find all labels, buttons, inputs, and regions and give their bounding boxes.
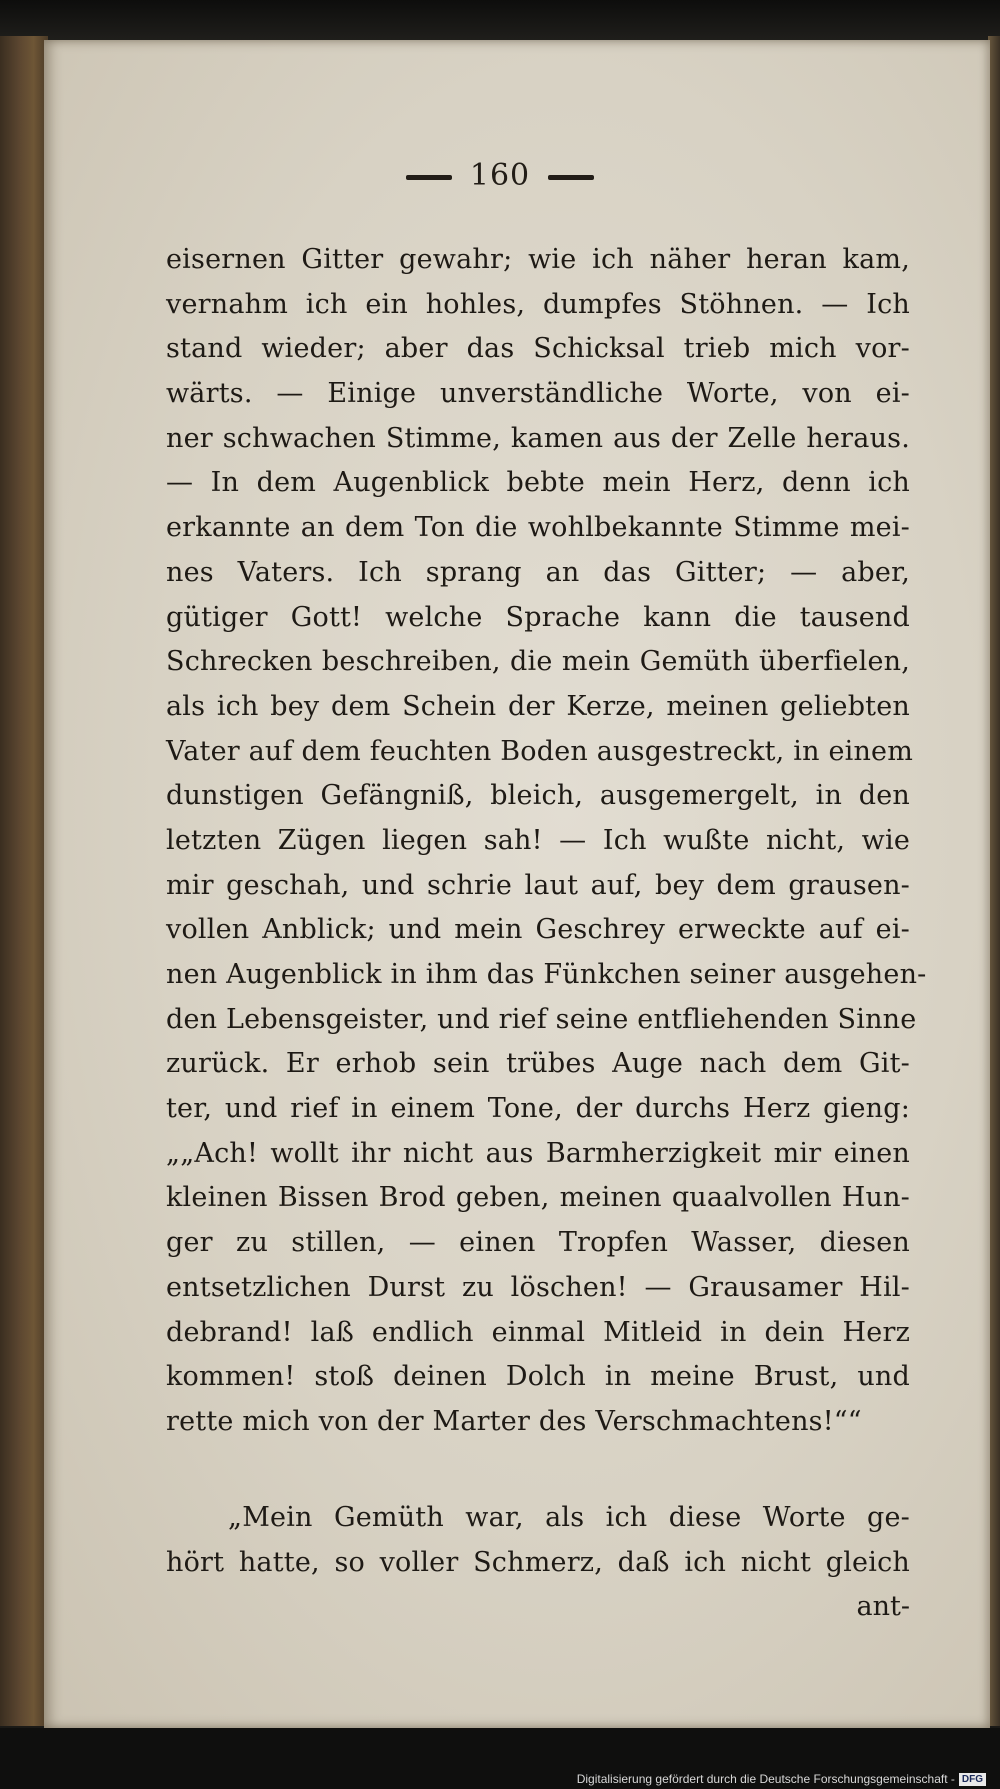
text-line: rette mich von der Marter des Verschmachtens!““ (166, 1405, 862, 1437)
text-line: hört hatte, so voller Schmerz, daß ich nicht gleich (166, 1546, 910, 1578)
text-line: letzten Zügen liegen sah! — Ich wußte nicht, wie (166, 824, 910, 856)
text-line: zurück. Er erhob sein trübes Auge nach dem Git- (166, 1048, 910, 1080)
page-header (0, 158, 1000, 198)
text-line: vernahm ich ein hohles, dumpfes Stöhnen. — Ich (166, 288, 910, 320)
text-line: mir geschah, und schrie laut auf, bey dem grausen- (166, 869, 910, 901)
catchword: ant- (856, 1591, 910, 1623)
main-paragraph (166, 238, 927, 1445)
text-line: gütiger Gott! welche Sprache kann die tausend (166, 601, 910, 633)
text-line: als ich bey dem Schein der Kerze, meinen geliebten (166, 690, 910, 722)
digitization-credit (577, 1771, 986, 1787)
header-dash-left (406, 175, 452, 180)
text-line: eisernen Gitter gewahr; wie ich näher heran kam, (166, 244, 910, 275)
text-line: ter, und rief in einem Tone, der durchs Herz gieng: (166, 1093, 910, 1125)
second-paragraph (166, 1496, 910, 1630)
text-line: nes Vaters. Ich sprang an das Gitter; — aber, (166, 556, 910, 588)
page-number: 160 (469, 158, 531, 193)
text-line: stand wieder; aber das Schicksal trieb mich vor- (166, 333, 910, 365)
book-cover-edge-left (0, 36, 48, 1726)
text-line: nen Augenblick in ihm das Fünkchen seiner ausgehen- (166, 959, 927, 990)
text-line: Schrecken beschreiben, die mein Gemüth überfielen, (166, 646, 910, 678)
scanner-top-edge (0, 0, 1000, 40)
header-dash-right (548, 175, 594, 180)
text-line: wärts. — Einige unverständliche Worte, von ei- (166, 378, 910, 410)
text-line: entsetzlichen Durst zu löschen! — Grausamer Hil- (166, 1271, 910, 1303)
text-line: kleinen Bissen Brod geben, meinen quaalvollen Hun- (166, 1182, 910, 1214)
text-line: kommen! stoß deinen Dolch in meine Brust, und (166, 1361, 910, 1393)
text-line: „„Ach! wollt ihr nicht aus Barmherzigkeit mir einen (166, 1137, 910, 1169)
text-line: — In dem Augenblick bebte mein Herz, denn ich (166, 467, 910, 499)
dfg-logo: DFG (959, 1773, 986, 1786)
text-line: dunstigen Gefängniß, bleich, ausgemergelt, in den (166, 780, 910, 812)
text-line: debrand! laß endlich einmal Mitleid in dein Herz (166, 1316, 910, 1348)
text-line: ner schwachen Stimme, kamen aus der Zelle heraus. (166, 422, 910, 454)
text-line: „Mein Gemüth war, als ich diese Worte ge- (228, 1502, 910, 1533)
credit-text: Digitalisierung gefördert durch die Deutsche Forschungsgemeinschaft - (576, 1772, 955, 1786)
text-line: erkannte an dem Ton die wohlbekannte Stimme mei- (166, 512, 910, 544)
text-line: Vater auf dem feuchten Boden ausgestreckt, in einem (166, 735, 914, 767)
text-line: den Lebensgeister, und rief seine entfliehenden Sinne (166, 1003, 917, 1035)
text-line: ger zu stillen, — einen Tropfen Wasser, diesen (166, 1227, 910, 1259)
text-line: vollen Anblick; und mein Geschrey erweckte auf ei- (166, 914, 910, 946)
